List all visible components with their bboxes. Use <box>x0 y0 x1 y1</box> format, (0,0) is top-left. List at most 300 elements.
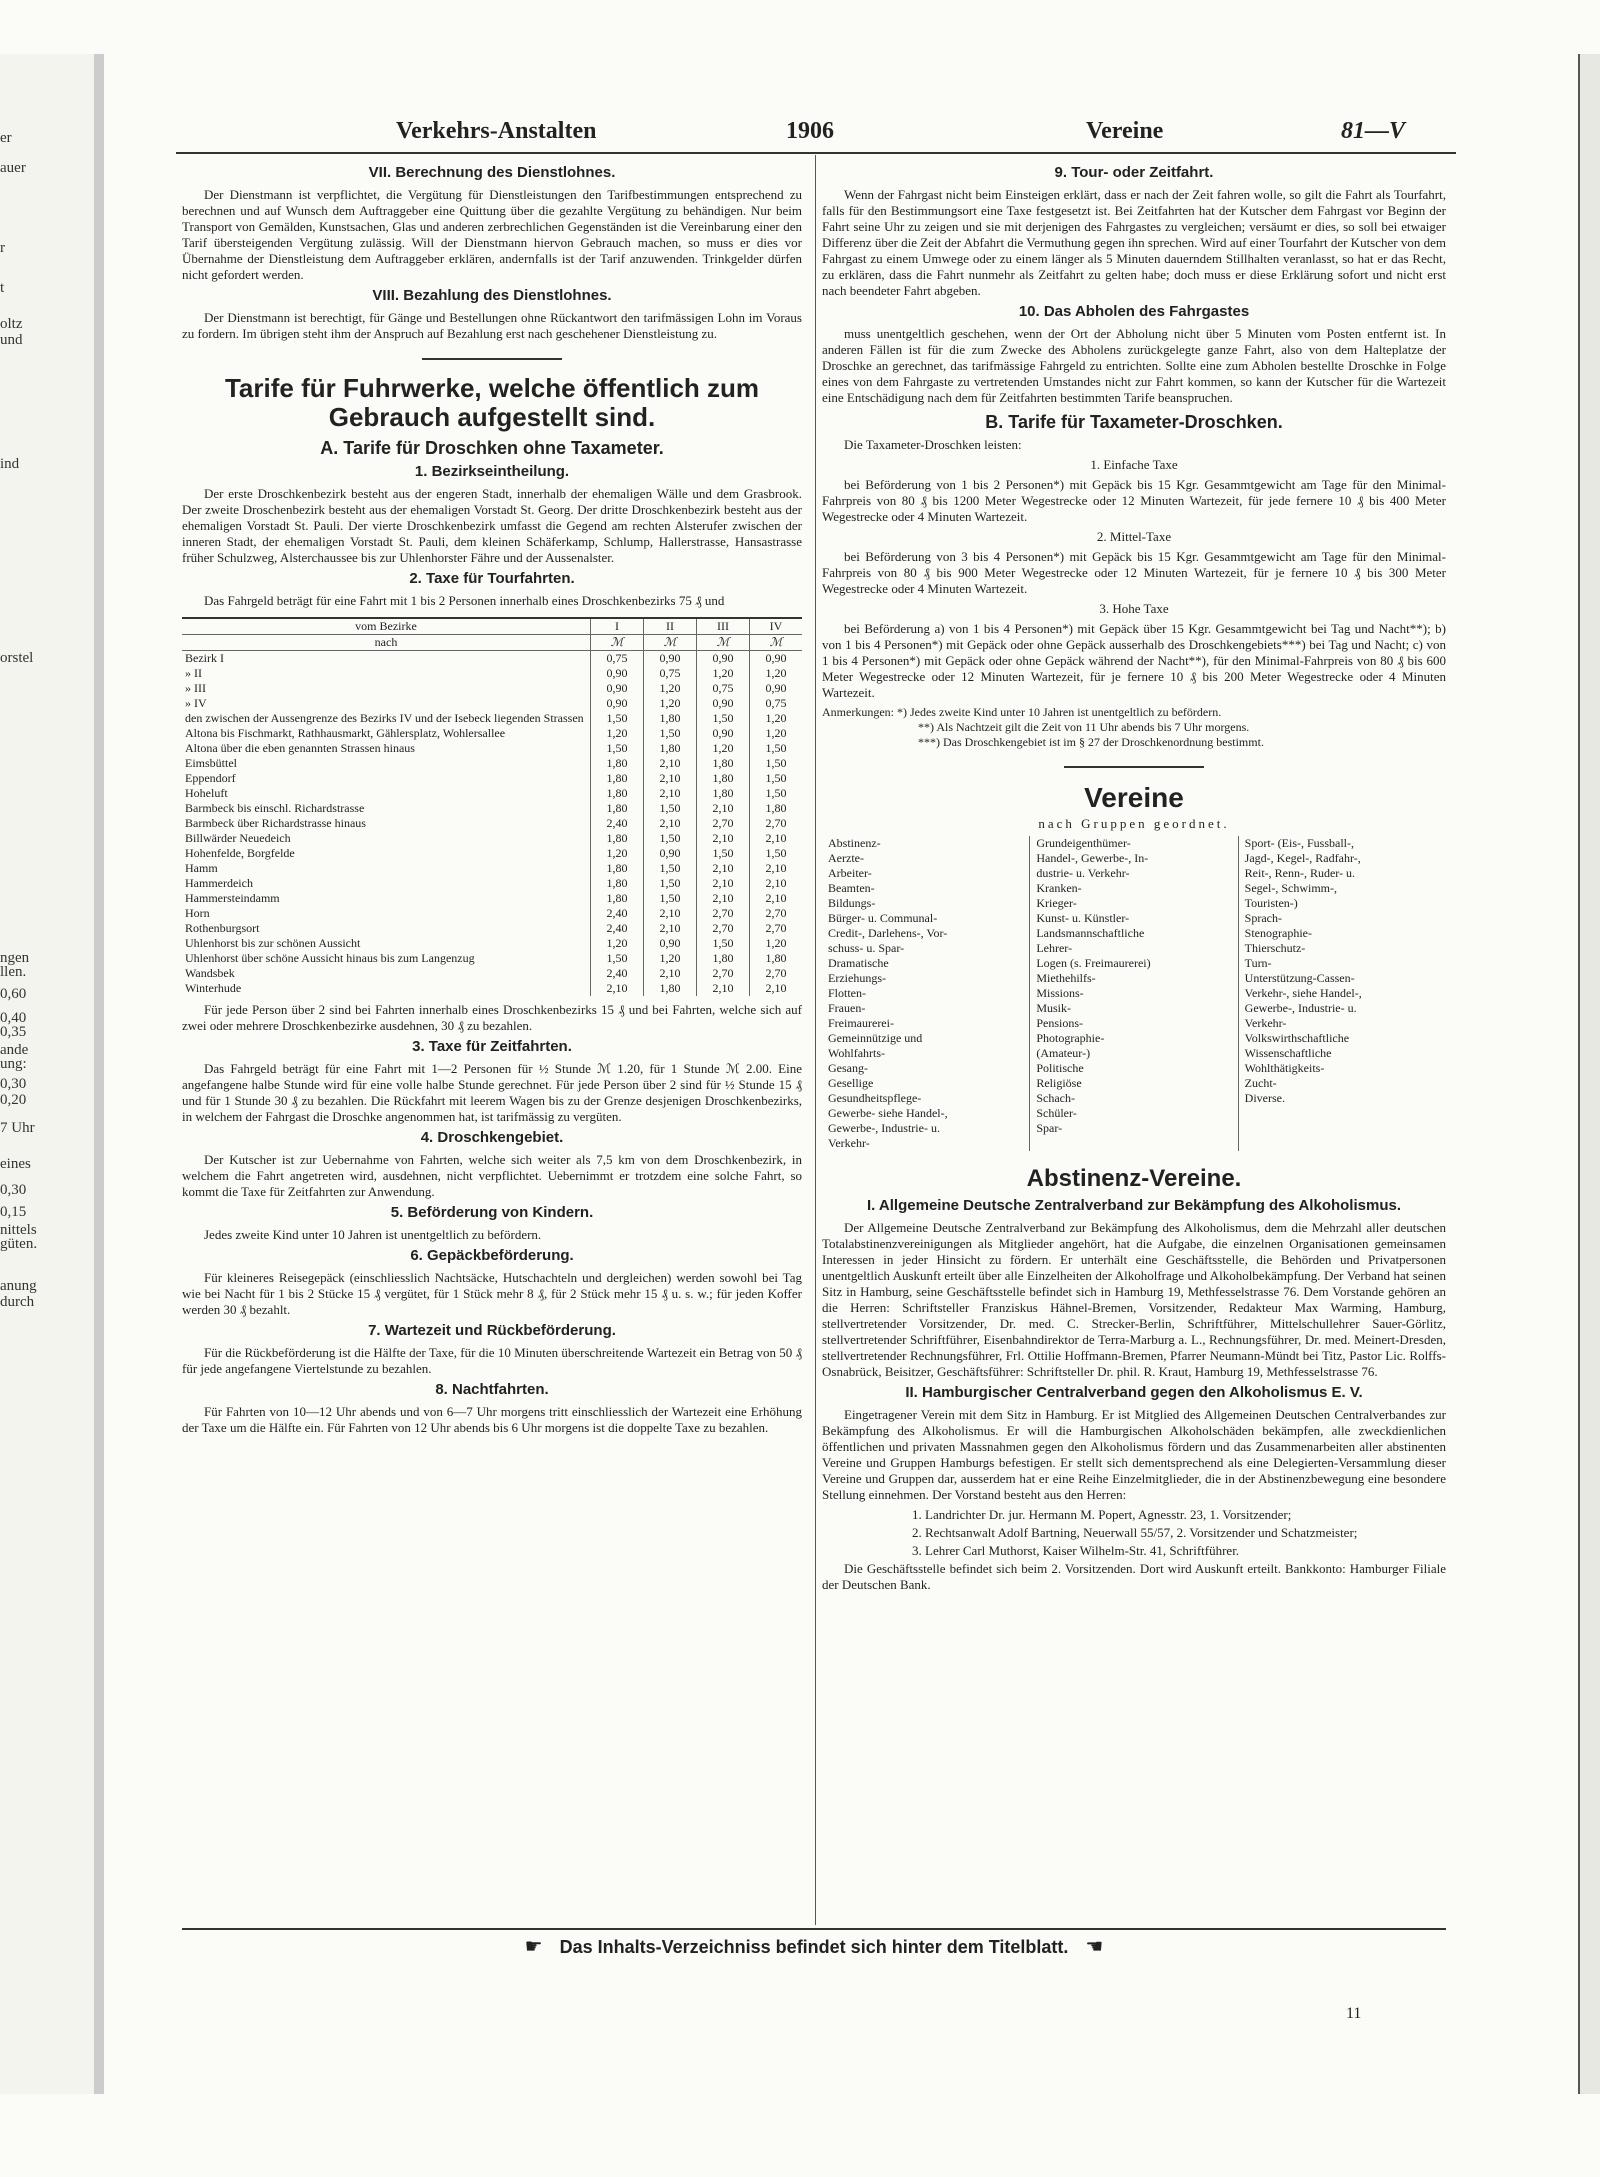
part-a-title: A. Tarife für Droschken ohne Taxameter. <box>320 438 664 458</box>
fare-cell: 0,90 <box>750 651 803 667</box>
index-entry: Zucht- <box>1244 1076 1277 1090</box>
index-entry: Credit-, Darlehens-, Vor- <box>828 926 948 940</box>
t1-title: 1. Einfache Taxe <box>1090 457 1178 472</box>
a2-end: Die Geschäftsstelle befindet sich beim 2. Vorsitzenden. Dort wird Auskunft erteilt. Bankkonto: Hamburger Filiale der Deutschen Bank. <box>822 1561 1446 1592</box>
place-cell: Altona bis Fischmarkt, Rathhausmarkt, Gählersplatz, Wohlersallee <box>185 726 506 740</box>
place-cell: Barmbeck bis einschl. Richardstrasse <box>185 801 365 815</box>
fare-cell: 2,70 <box>750 906 803 921</box>
t3-title: 3. Hohe Taxe <box>1099 601 1169 616</box>
index-entry: Kranken- <box>1036 881 1082 895</box>
table-row <box>182 831 802 846</box>
header-year: 1906 <box>786 118 834 144</box>
index-entry: Abstinenz- <box>828 836 881 850</box>
fare-cell: 1,80 <box>591 771 644 786</box>
fare-cell: 1,20 <box>750 711 803 726</box>
b1-text: Der erste Droschkenbezirk besteht aus der engeren Stadt, innerhalb der ehemaligen Wälle und dem Grasbrook. Der zweite Droschenbezirk besteht aus der ehemaligen Vorstadt St. Georg. Der dritte Droschkenbezirk besteht aus der ehemaligen Vorstadt St. Pauli. Der vierte Droschkenbezirk umfasst die Gegend am rechten Alsterufer zwischen der inneren Stadt, der ehemaligen Vorstadt St. Pauli, dem kleinen Schäferkamp, Schlump, Hallerstrasse, Hansastrasse früher Schulzweg, Alsterchaussee bis zur Uhlenhorster Fähre und der Aussenalster. <box>182 486 802 565</box>
header-section-right: Vereine <box>1086 118 1164 144</box>
fare-cell: 0,90 <box>644 651 697 667</box>
table-row <box>182 666 802 681</box>
fare-cell: 0,90 <box>697 696 750 711</box>
fare-cell: 1,80 <box>644 981 697 996</box>
b3-title: 3. Taxe für Zeitfahrten. <box>412 1038 572 1055</box>
fare-cell: 1,20 <box>750 666 803 681</box>
index-entry: Segel-, Schwimm-, <box>1244 881 1337 895</box>
fare-cell: 0,75 <box>591 651 644 667</box>
index-entry: Sport- (Eis-, Fussball-, <box>1244 836 1354 850</box>
place-cell: Bezirk I <box>185 651 224 665</box>
unit: ℳ <box>750 635 803 651</box>
fare-cell: 2,10 <box>697 801 750 816</box>
index-entry: Verkehr- <box>1244 1016 1287 1030</box>
right-column <box>822 160 1446 1597</box>
table-row <box>182 876 802 891</box>
b10-title: 10. Das Abholen des Fahrgastes <box>1018 303 1250 320</box>
unit: ℳ <box>644 635 697 651</box>
a1-text: Der Allgemeine Deutsche Zentralverband zur Bekämpfung des Alkoholismus, dem die Mehrzahl aller deutschen Totalabstinenzvereinigungen als Mitglieder angehört, hat die Aufgabe, die einzelnen Organisationen gemeinsamen Interessen in jeder Hinsicht zu fördern. Er unterhält eine Geschäftsstelle, die Behörden und Privatpersonen unentgeltlich Auskunft erteilt über alle Einzelheiten der Alkoholfrage und Alkoholbekämpfung. Der Verband hat seinen Sitz in Hamburg, seine Geschäftsstelle befindet sich in Hamburg 19, Methfesselstrasse 76. Dem Vorstande gehören an die Herren: Schriftsteller Franziskus Hähnel-Bremen, Vorsitzender, Redakteur Max Warming, Hamburg, stellvertretender Vorsitzender, Dr. med. C. Strecker-Berlin, Schriftführer, Mittelschullehrer Sauer-Görlitz, stellvertretender Schriftführer, Eisenbahndirektor de Terra-Marburg a. L., Rechnungsführer, Dr. med. Meinert-Dresden, stellvertretender Rechnungsführer, Frl. Ottilie Hoffmann-Bremen, Pfarrer Neumann-Mündt bei Titz, Pastor Lic. Rolffs-Osnabrück, Beisitzer, Geschäftsführer: Schriftsteller Dr. phil. R. Kraut, Hamburg 19, Methfesselstrasse 76. <box>822 1220 1446 1379</box>
index-entry: Gesundheitspflege- <box>828 1091 922 1105</box>
margin-fragment: orstel <box>0 650 34 666</box>
part-b-title: B. Tarife für Taxameter-Droschken. <box>985 412 1283 432</box>
fare-cell: 1,80 <box>697 786 750 801</box>
part-b-intro: Die Taxameter-Droschken leisten: <box>844 437 1022 452</box>
fare-cell: 1,20 <box>697 666 750 681</box>
fare-cell: 2,10 <box>750 981 803 996</box>
fare-cell: 1,80 <box>591 891 644 906</box>
b2-text: Das Fahrgeld beträgt für eine Fahrt mit 1 bis 2 Personen innerhalb eines Droschkenbezirks 75 ₰ und <box>204 593 725 608</box>
list-item: 1. Landrichter Dr. jur. Hermann M. Popert, Agnesstr. 23, 1. Vorsitzender; <box>912 1507 1292 1522</box>
place-cell: Horn <box>185 906 210 920</box>
footer-notice <box>182 1928 1446 1964</box>
index-entry: Gesellige <box>828 1076 874 1090</box>
margin-fragment: eines <box>0 1156 31 1172</box>
place-cell: Uhlenhorst über schöne Aussicht hinaus bis zum Langenzug <box>185 951 475 965</box>
fare-cell: 0,90 <box>697 651 750 667</box>
fare-cell: 2,70 <box>697 966 750 981</box>
vereine-index <box>822 836 1446 1151</box>
section-7-text: Der Dienstmann ist verpflichtet, die Vergütung für Dienstleistungen den Tarifbestimmungen entsprechend zu berechnen und auf Wunsch dem Auftraggeber eine Quittung über die gezahlte Vergütung zu behändigen. Nur beim Transport von Gemälden, Kunstsachen, Glas und anderen zerbrechlichen Gegenständen ist die Vereinbarung einer den Tarif übersteigenden Vergütung zulässig. Will der Dienstmann hiervon Gebrauch machen, so muss er dies vor Übernahme der Dienstleistung dem Auftraggeber erklären, andernfalls ist der Tarif anzuwenden. Trinkgelder dürfen nicht gefordert werden. <box>182 187 802 282</box>
place-cell: Altona über die eben genannten Strassen hinaus <box>185 741 415 755</box>
fare-cell: 2,40 <box>591 921 644 936</box>
margin-fragment: ung: <box>0 1056 27 1072</box>
b7-title: 7. Wartezeit und Rückbeförderung. <box>368 1322 616 1339</box>
col-head: IV <box>750 618 803 635</box>
pointing-hand-icon: ☚ <box>1085 1936 1104 1958</box>
index-entry: Pensions- <box>1036 1016 1083 1030</box>
fare-cell: 2,10 <box>750 831 803 846</box>
index-entry: Beamten- <box>828 881 875 895</box>
fare-cell: 2,40 <box>591 906 644 921</box>
table-row <box>182 816 802 831</box>
fare-cell: 0,90 <box>591 666 644 681</box>
fare-cell: 2,10 <box>591 981 644 996</box>
index-entry: Aerzte- <box>828 851 864 865</box>
index-entry: Dramatische <box>828 956 889 970</box>
place-cell: Hamm <box>185 861 218 875</box>
index-entry: Volkswirthschaftliche <box>1244 1031 1350 1045</box>
header-section-left: Verkehrs-Anstalten <box>396 118 597 144</box>
fare-cell: 0,75 <box>644 666 697 681</box>
index-entry: Thierschutz- <box>1244 941 1306 955</box>
index-entry: Missions- <box>1036 986 1084 1000</box>
fare-cell: 1,50 <box>644 891 697 906</box>
margin-fragment: durch <box>0 1294 35 1310</box>
footer-text: Das Inhalts-Verzeichniss befindet sich hinter dem Titelblatt. <box>559 1937 1069 1957</box>
section-8-title: VIII. Bezahlung des Dienstlohnes. <box>372 287 612 304</box>
index-entry: Bürger- u. Communal- <box>828 911 938 925</box>
index-entry: Frauen- <box>828 1001 866 1015</box>
table-row <box>182 696 802 711</box>
index-entry: Schach- <box>1036 1091 1075 1105</box>
table-row <box>182 681 802 696</box>
fare-cell: 1,80 <box>750 951 803 966</box>
fare-cell: 1,20 <box>750 936 803 951</box>
index-entry: Bildungs- <box>828 896 876 910</box>
unit: ℳ <box>697 635 750 651</box>
fare-cell: 1,50 <box>697 711 750 726</box>
b7-text: Für die Rückbeförderung ist die Hälfte der Taxe, für die 10 Minuten überschreitende Wartezeit ein Betrag von 50 ₰ für jede angefangene Viertelstunde zu bezahlen. <box>182 1345 802 1376</box>
index-entry: Logen (s. Freimaurerei) <box>1036 956 1151 970</box>
fare-cell: 2,40 <box>591 816 644 831</box>
fare-cell: 1,80 <box>697 756 750 771</box>
fare-cell: 1,20 <box>591 846 644 861</box>
fare-cell: 1,50 <box>644 876 697 891</box>
pointing-hand-icon: ☛ <box>524 1936 543 1958</box>
b1-title: 1. Bezirkseintheilung. <box>414 463 570 480</box>
fare-cell: 1,50 <box>750 786 803 801</box>
place-cell: Eimsbüttel <box>185 756 237 770</box>
index-entry: Jagd-, Kegel-, Radfahr-, <box>1244 851 1361 865</box>
index-entry: Sprach- <box>1244 911 1282 925</box>
fare-cell: 1,50 <box>750 756 803 771</box>
section-8-text: Der Dienstmann ist berechtigt, für Gänge und Bestellungen ohne Rückantwort den tarifmässigen Lohn im Voraus zu fordern. Im übrigen steht ihm der Anspruch auf Bezahlung erst nach geschehener Dienstleistung zu. <box>182 310 802 341</box>
fare-cell: 1,50 <box>697 936 750 951</box>
fare-cell: 0,90 <box>644 936 697 951</box>
fare-cell: 1,80 <box>697 951 750 966</box>
index-entry: Freimaurerei- <box>828 1016 894 1030</box>
tariff-main-title: Tarife für Fuhrwerke, welche öffentlich zum Gebrauch aufgestellt sind. <box>224 373 760 432</box>
fare-cell: 1,50 <box>591 951 644 966</box>
margin-fragment: er <box>0 130 12 146</box>
fare-cell: 2,10 <box>697 861 750 876</box>
margin-fragment: 0,20 <box>0 1092 27 1108</box>
b5-title: 5. Beförderung von Kindern. <box>390 1204 594 1221</box>
table-row <box>182 966 802 981</box>
fare-cell: 2,10 <box>644 756 697 771</box>
fare-cell: 1,20 <box>591 726 644 741</box>
index-entry: Wohlfahrts- <box>828 1046 886 1060</box>
index-entry: Schüler- <box>1036 1106 1077 1120</box>
index-entry: schuss- u. Spar- <box>828 941 905 955</box>
fare-cell: 2,10 <box>697 876 750 891</box>
fare-cell: 0,90 <box>750 681 803 696</box>
table-row <box>182 726 802 741</box>
fare-cell: 1,80 <box>591 756 644 771</box>
b8-title: 8. Nachtfahrten. <box>435 1381 549 1398</box>
index-entry: Gewerbe-, Industrie- u. <box>828 1121 940 1135</box>
margin-fragment: ande <box>0 1042 29 1058</box>
fare-cell: 0,90 <box>697 726 750 741</box>
table-row <box>182 846 802 861</box>
fare-cell: 0,75 <box>750 696 803 711</box>
abstinenz-title: Abstinenz-Vereine. <box>1026 1165 1242 1192</box>
b2-title: 2. Taxe für Tourfahrten. <box>409 570 575 587</box>
b9-text: Wenn der Fahrgast nicht beim Einsteigen erklärt, dass er nach der Zeit fahren wolle, so gilt die Fahrt als Tourfahrt, falls für den Bestimmungsort eine Taxe festgesetzt ist. Bei Zeitfahrten hat der Kutscher dem Fahrgast vor Beginn der Fahrt seine Uhr zu zeigen und sie mit derjenigen des Fahrgastes zu vergleichen; versäumt er dies, so soll bei etwaiger Differenz über die Zeit der Abfahrt die Vermuthung gegen ihn sprechen. Wird auf einer Tourfahrt der Kutscher von dem Fahrgast zu einem Umwege oder zu einem länger als 5 Minuten dauerndem Stillhalten veranlasst, so hat er das Recht, zu erklären, dass die Fahrt nunmehr als Zeitfahrt zu gelten habe; doch muss er diese Erklärung sofort und nicht erst nach beendeter Fahrt abgeben. <box>822 187 1446 298</box>
fare-cell: 1,80 <box>697 771 750 786</box>
index-entry: Turn- <box>1244 956 1272 970</box>
margin-fragment: und <box>0 332 23 348</box>
fare-cell: 2,10 <box>750 876 803 891</box>
list-item: 3. Lehrer Carl Muthorst, Kaiser Wilhelm-Str. 41, Schriftführer. <box>912 1543 1240 1558</box>
fare-cell: 1,80 <box>591 876 644 891</box>
margin-fragment: nittels <box>0 1222 37 1238</box>
page-edge <box>1578 54 1600 2094</box>
index-entry: Flotten- <box>828 986 866 1000</box>
place-cell: » II <box>185 666 202 680</box>
index-entry: Gewerbe-, Industrie- u. <box>1244 1001 1357 1015</box>
fare-cell: 1,50 <box>750 741 803 756</box>
fare-cell: 1,80 <box>591 861 644 876</box>
index-entry: Kunst- u. Künstler- <box>1036 911 1130 925</box>
page-number: 11 <box>1346 2005 1362 2022</box>
separator <box>1064 766 1204 768</box>
unit: ℳ <box>591 635 644 651</box>
index-entry: Gemeinnützige und <box>828 1031 923 1045</box>
table-row <box>182 861 802 876</box>
table-row <box>182 921 802 936</box>
table-row <box>182 936 802 951</box>
note-2: **) Als Nachtzeit gilt die Zeit von 11 Uhr abends bis 7 Uhr morgens. <box>918 720 1250 734</box>
margin-fragment: ind <box>0 456 20 472</box>
fare-cell: 0,90 <box>591 681 644 696</box>
index-entry: Krieger- <box>1036 896 1077 910</box>
index-entry: dustrie- u. Verkehr- <box>1036 866 1130 880</box>
fare-cell: 2,10 <box>750 861 803 876</box>
fare-cell: 2,70 <box>697 906 750 921</box>
table-row <box>182 801 802 816</box>
fare-cell: 2,10 <box>697 891 750 906</box>
margin-fragment: 7 Uhr <box>0 1120 35 1136</box>
fare-cell: 1,50 <box>591 741 644 756</box>
place-cell: Wandsbek <box>185 966 235 980</box>
place-cell: den zwischen der Aussengrenze des Bezirks IV und der Isebeck liegenden Strassen <box>185 711 584 725</box>
to-label: nach <box>182 635 591 651</box>
margin-fragment: 0,60 <box>0 986 27 1002</box>
t2-title: 2. Mittel-Taxe <box>1096 529 1172 544</box>
fare-cell: 1,80 <box>591 831 644 846</box>
a2-title: II. Hamburgischer Centralverband gegen den Alkoholismus E. V. <box>905 1384 1363 1401</box>
index-entry: Wissenschaftliche <box>1244 1046 1332 1060</box>
place-cell: Hoheluft <box>185 786 228 800</box>
place-cell: Hammersteindamm <box>185 891 280 905</box>
index-entry: Touristen-) <box>1244 896 1298 910</box>
note-3: ***) Das Droschkengebiet ist im § 27 der Droschkenordnung bestimmt. <box>918 735 1264 749</box>
place-cell: Hammerdeich <box>185 876 253 890</box>
t1-text: bei Beförderung von 1 bis 2 Personen*) mit Gepäck bis 15 Kgr. Gesammtgewicht am Tage für den Minimal-Fahrpreis von 80 ₰ bis 1200 Meter Wegestrecke oder 12 Minuten Wartezeit, für jede fernere 10 ₰ bis 400 Meter Wegestrecke oder 4 Minuten Wartezeit. <box>822 477 1446 524</box>
index-entry: Musik- <box>1036 1001 1071 1015</box>
index-entry: Stenographie- <box>1244 926 1312 940</box>
index-entry: Wohlthätigkeits- <box>1244 1061 1325 1075</box>
fare-cell: 2,10 <box>644 816 697 831</box>
index-entry: Photographie- <box>1036 1031 1105 1045</box>
fare-cell: 1,50 <box>644 831 697 846</box>
footnotes <box>822 705 1446 750</box>
b10-text: muss unentgeltlich geschehen, wenn der Ort der Abholung nicht über 5 Minuten vom Posten entfernt ist. In anderen Fällen ist für die zum Zwecke des Abholens zurückgelegte ganze Fahrt, also von dem Halteplatze der Droschke an gerechnet, das tarifmässige Fahrgeld zu entrichten. Sollte eine zum Abholen bestellte Droschke in Folge eines von dem Fahrgaste zu vertretenden Umstandes nicht zur Fahrt kommen, so kann der Kutscher für die Wartezeit eine Entschädigung nach dem für Zeitfahrten bestimmten Tarife beanspruchen. <box>822 326 1446 405</box>
margin-fragment: anung <box>0 1278 37 1294</box>
margin-fragment: 0,15 <box>0 1204 27 1220</box>
margin-fragment: auer <box>0 160 26 176</box>
fare-cell: 1,50 <box>644 726 697 741</box>
a1-title: I. Allgemeine Deutsche Zentralverband zur Bekämpfung des Alkoholismus. <box>866 1197 1401 1214</box>
fare-cell: 1,20 <box>591 936 644 951</box>
col-head: III <box>697 618 750 635</box>
after-table-text: Für jede Person über 2 sind bei Fahrten innerhalb eines Droschkenbezirks 15 ₰ und bei Fahrten, welche sich auf zwei oder mehrere Droschkenbezirke ausdehnen, 30 ₰ zu bezahlen. <box>182 1002 802 1033</box>
fare-cell: 1,50 <box>644 861 697 876</box>
fare-cell: 1,80 <box>591 801 644 816</box>
b5-text: Jedes zweite Kind unter 10 Jahren ist unentgeltlich zu befördern. <box>204 1227 542 1242</box>
margin-fragment: 0,30 <box>0 1182 27 1198</box>
place-cell: Winterhude <box>185 981 242 995</box>
index-entry: Grundeigenthümer- <box>1036 836 1131 850</box>
table-row <box>182 981 802 996</box>
adjacent-page-strip <box>0 54 97 2094</box>
col-head: I <box>591 618 644 635</box>
fare-cell: 1,20 <box>750 726 803 741</box>
b4-title: 4. Droschkengebiet. <box>420 1129 564 1146</box>
index-entry: (Amateur-) <box>1036 1046 1091 1060</box>
binding-gutter <box>94 54 104 2094</box>
place-cell: Hohenfelde, Borgfelde <box>185 846 295 860</box>
index-entry: Gewerbe- siehe Handel-, <box>828 1106 948 1120</box>
fare-cell: 2,10 <box>644 771 697 786</box>
margin-fragment: 0,40 <box>0 1010 27 1026</box>
table-row <box>182 771 802 786</box>
vereine-index-col <box>1238 836 1446 1151</box>
place-cell: Billwärder Neuedeich <box>185 831 291 845</box>
table-row <box>182 891 802 906</box>
col-head: II <box>644 618 697 635</box>
b9-title: 9. Tour- oder Zeitfahrt. <box>1054 164 1214 181</box>
b6-text: Für kleineres Reisegepäck (einschliesslich Nachtsäcke, Hutschachteln und dergleichen) werden sowohl bei Tag wie bei Nacht für 1 bis 2 Stücke 15 ₰ vergütet, für 1 Stück mehr 8 ₰, für 2 Stück mehr 15 ₰ u. s. w.; für jeden Koffer werden 30 ₰ bezahlt. <box>182 1270 802 1317</box>
place-cell: » IV <box>185 696 207 710</box>
index-entry: Unterstützung-Cassen- <box>1244 971 1355 985</box>
fare-cell: 2,70 <box>750 921 803 936</box>
table-row <box>182 951 802 966</box>
place-cell: Eppendorf <box>185 771 236 785</box>
fare-cell: 1,20 <box>697 741 750 756</box>
fare-cell: 1,50 <box>697 846 750 861</box>
fare-cell: 0,90 <box>591 696 644 711</box>
table-row <box>182 711 802 726</box>
from-label: vom Bezirke <box>182 618 591 635</box>
margin-fragment: ngen <box>0 950 30 966</box>
fare-cell: 1,80 <box>591 786 644 801</box>
note-1: *) Jedes zweite Kind unter 10 Jahren ist unentgeltlich zu befördern. <box>896 705 1222 719</box>
index-entry: Gesang- <box>828 1061 868 1075</box>
fare-cell: 1,20 <box>644 681 697 696</box>
vereine-title: Vereine <box>1084 782 1184 813</box>
fare-cell: 2,10 <box>644 786 697 801</box>
margin-fragment: 0,35 <box>0 1024 27 1040</box>
fare-cell: 2,70 <box>697 816 750 831</box>
table-row <box>182 786 802 801</box>
index-entry: Landsmannschaftliche <box>1036 926 1145 940</box>
margin-fragment: oltz <box>0 316 23 332</box>
fare-cell: 1,80 <box>750 801 803 816</box>
table-row <box>182 651 802 667</box>
a2-members <box>822 1507 1446 1559</box>
b3-text: Das Fahrgeld beträgt für eine Fahrt mit 1—2 Personen für ½ Stunde ℳ 1.20, für 1 Stunde ℳ 2.00. Eine angefangene halbe Stunde wird für eine volle halbe Stunde gerechnet. Für jede Person über 2 sind für ½ Stunde 15 ₰ und für 1 Stunde 30 ₰ zu bezahlen. Die Rückfahrt mit leerem Wagen bis zu der Grenze desjenigen Droschkenbezirks, in welchem der Fahrgast die Droschke angenommen hat, ist tarifmässig zu vergüten. <box>182 1061 802 1124</box>
fare-cell: 2,40 <box>591 966 644 981</box>
fare-cell: 2,10 <box>644 921 697 936</box>
fare-cell: 1,80 <box>644 741 697 756</box>
separator <box>422 358 562 360</box>
index-entry: Verkehr-, siehe Handel-, <box>1244 986 1362 1000</box>
fare-cell: 1,50 <box>591 711 644 726</box>
fare-cell: 2,10 <box>697 831 750 846</box>
index-entry: Reit-, Renn-, Ruder- u. <box>1244 866 1356 880</box>
fare-cell: 2,10 <box>697 981 750 996</box>
b8-text: Für Fahrten von 10—12 Uhr abends und von 6—7 Uhr morgens tritt einschliesslich der Wartezeit eine Erhöhung der Taxe um die Hälfte ein. Für Fahrten von 12 Uhr abends bis 6 Uhr morgens ist die doppelte Taxe zu bezahlen. <box>182 1404 802 1435</box>
b6-title: 6. Gepäckbeförderung. <box>410 1247 574 1264</box>
place-cell: Barmbeck über Richardstrasse hinaus <box>185 816 366 830</box>
fare-cell: 0,75 <box>697 681 750 696</box>
t3-text: bei Beförderung a) von 1 bis 4 Personen*) mit Gepäck über 15 Kgr. Gesammtgewicht bei Tag und Nacht**); b) von 1 bis 4 Personen*) mit Gepäck oder ohne Gepäck ausserhalb des Droschkengebiets***) bei Tag und Nacht; c) von 1 bis 4 Personen*) mit Gepäck oder ohne Gepäck während der Nacht**), für den Minimal-Fahrpreis von 80 ₰ bis 600 Meter Wegestrecke oder 12 Minuten Wartezeit, für je fernere 10 ₰ bis 200 Meter Wegestrecke oder 4 Minuten Wartezeit. <box>822 621 1446 700</box>
index-entry: Handel-, Gewerbe-, In- <box>1036 851 1149 865</box>
t2-text: bei Beförderung von 3 bis 4 Personen*) mit Gepäck bis 15 Kgr. Gesammtgewicht am Tage für den Minimal-Fahrpreis von 80 ₰ bis 900 Meter Wegestrecke oder 12 Minuten Wartezeit, für je fernere 10 ₰ bis 300 Meter Wegestrecke oder 4 Minuten Wartezeit. <box>822 549 1446 596</box>
header-page: 81—V <box>1341 118 1406 144</box>
fare-cell: 1,20 <box>644 696 697 711</box>
margin-fragment: r <box>0 240 5 256</box>
fare-cell: 1,20 <box>644 951 697 966</box>
fare-table <box>182 617 802 996</box>
left-column <box>182 160 802 1440</box>
column-divider <box>815 155 816 1925</box>
notes-label: Anmerkungen: <box>822 705 894 719</box>
list-item: 2. Rechtsanwalt Adolf Bartning, Neuerwall 55/57, 2. Vorsitzender und Schatzmeister; <box>912 1525 1358 1540</box>
vereine-index-col <box>1029 836 1237 1151</box>
index-entry: Erziehungs- <box>828 971 886 985</box>
index-entry: Lehrer- <box>1036 941 1073 955</box>
index-entry: Diverse. <box>1244 1091 1285 1105</box>
index-entry: Politische <box>1036 1061 1084 1075</box>
fare-cell: 2,10 <box>644 966 697 981</box>
section-7-title: VII. Berechnung des Dienstlohnes. <box>368 164 616 181</box>
fare-cell: 1,80 <box>644 711 697 726</box>
place-cell: Uhlenhorst bis zur schönen Aussicht <box>185 936 361 950</box>
fare-cell: 1,50 <box>644 801 697 816</box>
index-entry: Miethehilfs- <box>1036 971 1096 985</box>
place-cell: » III <box>185 681 206 695</box>
fare-cell: 2,10 <box>644 906 697 921</box>
fare-cell: 2,70 <box>750 966 803 981</box>
fare-cell: 0,90 <box>644 846 697 861</box>
table-row <box>182 756 802 771</box>
index-entry: Religiöse <box>1036 1076 1082 1090</box>
margin-fragment: güten. <box>0 1236 38 1252</box>
fare-cell: 2,70 <box>697 921 750 936</box>
table-row <box>182 906 802 921</box>
fare-cell: 2,70 <box>750 816 803 831</box>
margin-fragment: llen. <box>0 964 27 980</box>
fare-cell: 1,50 <box>750 846 803 861</box>
index-entry: Verkehr- <box>828 1136 870 1150</box>
index-entry: Arbeiter- <box>828 866 872 880</box>
margin-fragment: 0,30 <box>0 1076 27 1092</box>
index-entry: Spar- <box>1036 1121 1063 1135</box>
place-cell: Rothenburgsort <box>185 921 260 935</box>
table-row <box>182 741 802 756</box>
margin-fragment: t <box>0 280 5 296</box>
